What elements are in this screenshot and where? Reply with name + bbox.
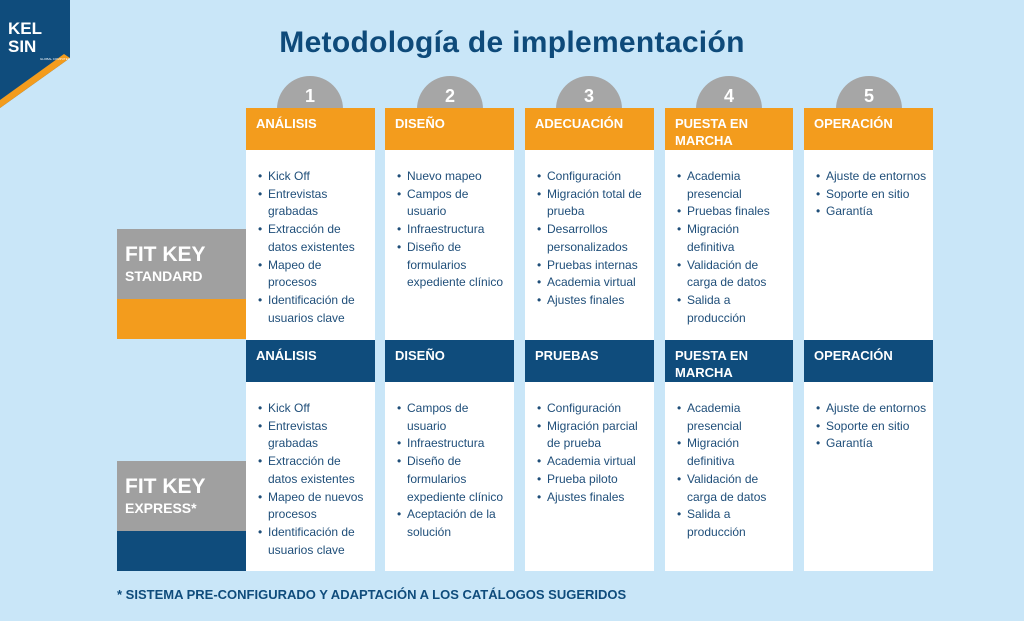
phase-item: • Diseño de formularios expediente clínico — [397, 453, 508, 506]
standard-phase-card — [804, 150, 933, 340]
phase-item: • Garantía — [816, 435, 927, 453]
phase-item: • Salida a producción — [677, 292, 787, 327]
phase-item: • Configuración — [537, 400, 648, 418]
phase-item: • Ajuste de entornos — [816, 168, 927, 186]
standard-phase-card — [385, 150, 514, 340]
step-number-3: 3 — [556, 76, 622, 116]
phase-item: • Entrevistas grabadas — [258, 186, 369, 221]
phase-item: • Migración definitiva — [677, 435, 787, 470]
step-number-4: 4 — [696, 76, 762, 116]
standard-phase-list — [665, 150, 793, 327]
standard-phase-header: ANÁLISIS — [246, 108, 375, 150]
plan-name: FIT KEY — [125, 243, 206, 266]
standard-phase-card — [525, 150, 654, 340]
express-phase-card — [804, 382, 933, 571]
standard-phase-list — [525, 150, 654, 310]
phase-item: • Campos de usuario — [397, 400, 508, 435]
express-phase-card — [246, 382, 375, 571]
phase-item: • Extracción de datos existentes — [258, 221, 369, 256]
standard-phase-list — [246, 150, 375, 327]
plan-label-standard — [117, 229, 246, 299]
phase-item: • Garantía — [816, 203, 927, 221]
express-phase-list — [665, 382, 793, 542]
phase-item: • Campos de usuario — [397, 186, 508, 221]
phase-item: • Identificación de usuarios clave — [258, 292, 369, 327]
phase-item: • Prueba piloto — [537, 471, 648, 489]
footnote: * SISTEMA PRE-CONFIGURADO Y ADAPTACIÓN A LOS CATÁLOGOS SUGERIDOS — [117, 587, 627, 602]
phase-item: • Infraestructura — [397, 221, 508, 239]
express-phase-list — [246, 382, 375, 559]
standard-phase-header: DISEÑO — [385, 108, 514, 150]
phase-item: • Academia presencial — [677, 168, 787, 203]
phase-item: • Entrevistas grabadas — [258, 418, 369, 453]
express-phase-header: PRUEBAS — [525, 340, 654, 382]
phase-item: • Infraestructura — [397, 435, 508, 453]
phase-item: • Ajustes finales — [537, 292, 648, 310]
phase-item: • Migración parcial de prueba — [537, 418, 648, 453]
express-phase-header: DISEÑO — [385, 340, 514, 382]
plan-color-bar-express — [117, 531, 246, 571]
phase-item: • Pruebas internas — [537, 257, 648, 275]
express-phase-card — [525, 382, 654, 571]
logo-text-line1: KEL — [8, 19, 42, 38]
standard-phase-card — [665, 150, 793, 340]
plan-label-express — [117, 461, 246, 531]
express-phase-header: ANÁLISIS — [246, 340, 375, 382]
phase-item: • Academia virtual — [537, 453, 648, 471]
phase-item: • Migración total de prueba — [537, 186, 648, 221]
standard-phase-list — [385, 150, 514, 292]
standard-phase-header: PUESTA EN MARCHA — [665, 108, 793, 150]
standard-phase-list — [804, 150, 933, 221]
phase-item: • Ajuste de entornos — [816, 400, 927, 418]
logo-text-line2: SIN — [8, 37, 37, 56]
step-number-2: 2 — [417, 76, 483, 116]
phase-item: • Salida a producción — [677, 506, 787, 541]
page-title: Metodología de implementación — [279, 26, 745, 59]
logo-tagline: GLOBAL COMPUTER — [40, 57, 70, 61]
standard-phase-header: OPERACIÓN — [804, 108, 933, 150]
plan-name: FIT KEY — [125, 475, 206, 498]
standard-phase-header: ADECUACIÓN — [525, 108, 654, 150]
phase-item: • Validación de carga de datos — [677, 471, 787, 506]
express-phase-header: PUESTA EN MARCHA — [665, 340, 793, 382]
phase-item: • Mapeo de nuevos procesos — [258, 489, 369, 524]
phase-item: • Mapeo de procesos — [258, 257, 369, 292]
phase-item: • Ajustes finales — [537, 489, 648, 507]
phase-item: • Desarrollos personalizados — [537, 221, 648, 256]
express-phase-card — [665, 382, 793, 571]
phase-item: • Academia virtual — [537, 274, 648, 292]
phase-item: • Soporte en sitio — [816, 186, 927, 204]
phase-item: • Diseño de formularios expediente clínico — [397, 239, 508, 292]
express-phase-list — [385, 382, 514, 542]
phase-item: • Identificación de usuarios clave — [258, 524, 369, 559]
phase-item: • Validación de carga de datos — [677, 257, 787, 292]
plan-color-bar-standard — [117, 299, 246, 339]
phase-item: • Kick Off — [258, 168, 369, 186]
phase-item: • Migración definitiva — [677, 221, 787, 256]
standard-phase-card — [246, 150, 375, 340]
phase-item: • Kick Off — [258, 400, 369, 418]
step-number-5: 5 — [836, 76, 902, 116]
phase-item: • Configuración — [537, 168, 648, 186]
plan-variant: EXPRESS* — [125, 500, 197, 516]
phase-item: • Aceptación de la solución — [397, 506, 508, 541]
phase-item: • Nuevo mapeo — [397, 168, 508, 186]
phase-item: • Soporte en sitio — [816, 418, 927, 436]
phase-item: • Academia presencial — [677, 400, 787, 435]
phase-item: • Pruebas finales — [677, 203, 787, 221]
express-phase-header: OPERACIÓN — [804, 340, 933, 382]
plan-variant: STANDARD — [125, 268, 203, 284]
express-phase-card — [385, 382, 514, 571]
phase-item: • Extracción de datos existentes — [258, 453, 369, 488]
express-phase-list — [804, 382, 933, 453]
express-phase-list — [525, 382, 654, 506]
step-number-1: 1 — [277, 76, 343, 116]
